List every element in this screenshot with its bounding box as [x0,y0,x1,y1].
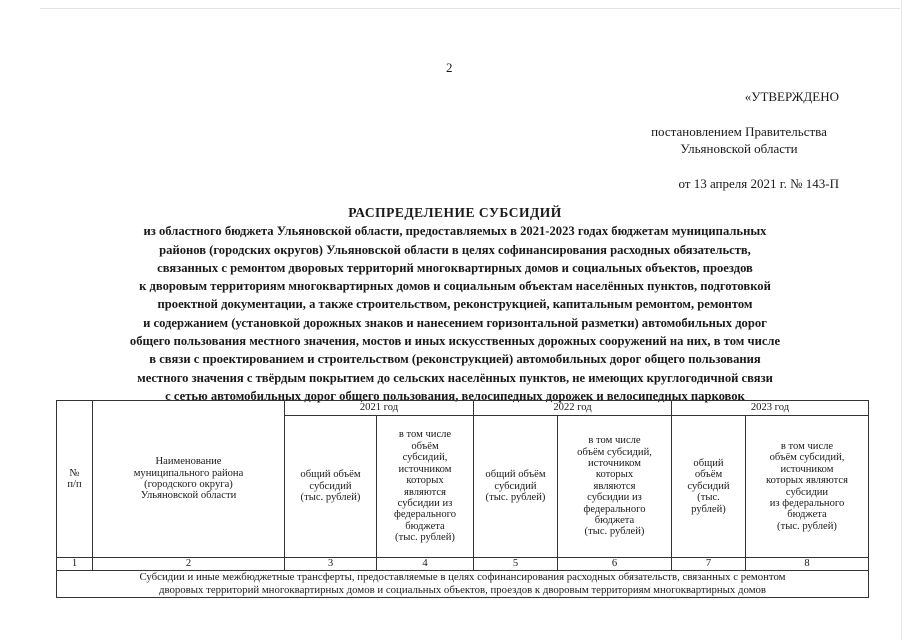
subtitle-line: к дворовым территориям многоквартирных домов и социальным объектам населённых пунктов, подготовкой [139,279,771,294]
col-header-federal-2021: в том числе объём субсидий, источником которых являются субсидии из федерального бюджета (тыс. рублей) [377,416,474,558]
column-number: 7 [672,558,746,571]
subtitle-line: районов (городских округов) Ульяновской области в целях софинансирования расходных обязательств, [159,242,751,257]
section-header-row [57,571,869,598]
column-number: 8 [746,558,869,571]
document-title-block [60,204,850,405]
approval-line-2: Ульяновской области [680,141,798,156]
col-header-total-2022: общий объём субсидий (тыс. рублей) [474,416,558,558]
col-header-year-2022: 2022 год [474,401,672,416]
subtitle-line: из областного бюджета Ульяновской области, предоставляемых в 2021-2023 годах бюджетам муниципальных [143,224,767,239]
section-header [57,571,869,598]
header-row-years [57,401,869,416]
col-header-total-2023: общий объём субсидий (тыс. рублей) [672,416,746,558]
col-header-total-2021: общий объём субсидий (тыс. рублей) [285,416,377,558]
column-number: 6 [558,558,672,571]
column-number: 1 [57,558,93,571]
approval-title: «УТВЕРЖДЕНО [744,89,839,104]
subtitle-line: местного значения с твёрдым покрытием до сельских населённых пунктов, не имеющих круглогодичной связи [137,370,773,385]
column-number-row [57,558,869,571]
approval-date: от 13 апреля 2021 г. № 143-П [678,176,839,191]
page-number: 2 [446,60,453,75]
approval-block [639,88,839,192]
subsidy-table [56,400,869,598]
col-header-federal-2022: в том числе объём субсидий, источником которых являются субсидии из федерального бюджета (тыс. рублей) [558,416,672,558]
col-header-federal-2023: в том числе объём субсидий, источником которых являются субсидии из федерального бюджета (тыс. рублей) [746,416,869,558]
subtitle-line: проектной документации, а также строительством, реконструкцией, капитальным ремонтом, ремонтом [157,297,753,312]
subtitle-line: с сетью автомобильных дорог общего пользования, велосипедных дорожек и велосипедных парковок [165,388,745,403]
scan-edge-top [40,8,900,9]
subtitle-line: в связи с проектированием и строительством (реконструкцией) автомобильных дорог общего пользования [149,352,761,367]
scan-edge-right [901,0,902,640]
col-header-name: Наименование муниципального района (городского округа) Ульяновской области [93,401,285,558]
subtitle-line: связанных с ремонтом дворовых территорий многоквартирных домов и социальных объектов, проездов [157,260,753,275]
section-line: дворовых территорий многоквартирных домов и социальных объектов, проездов к дворовым территориям многоквартирных домов [158,584,767,596]
column-number: 4 [377,558,474,571]
col-header-year-2021: 2021 год [285,401,474,416]
document-title: РАСПРЕДЕЛЕНИЕ СУБСИДИЙ [348,205,562,220]
column-number: 5 [474,558,558,571]
subtitle-line: общего пользования местного значения, мостов и иных искусственных дорожных сооружений на них, в том числе [129,334,781,349]
section-line: Субсидии и иные межбюджетные трансферты, предоставляемые в целях софинансирования расходных обязательств, связанных с ремонтом [139,571,786,583]
column-number: 3 [285,558,377,571]
col-header-number: № п/п [57,401,93,558]
approval-authority [639,123,839,157]
approval-line-1: постановлением Правительства [651,124,827,139]
column-number: 2 [93,558,285,571]
subtitle-line: и содержанием (установкой дорожных знаков и нанесением горизонтальной разметки) автомобильных дорог [143,315,767,330]
col-header-year-2023: 2023 год [672,401,869,416]
